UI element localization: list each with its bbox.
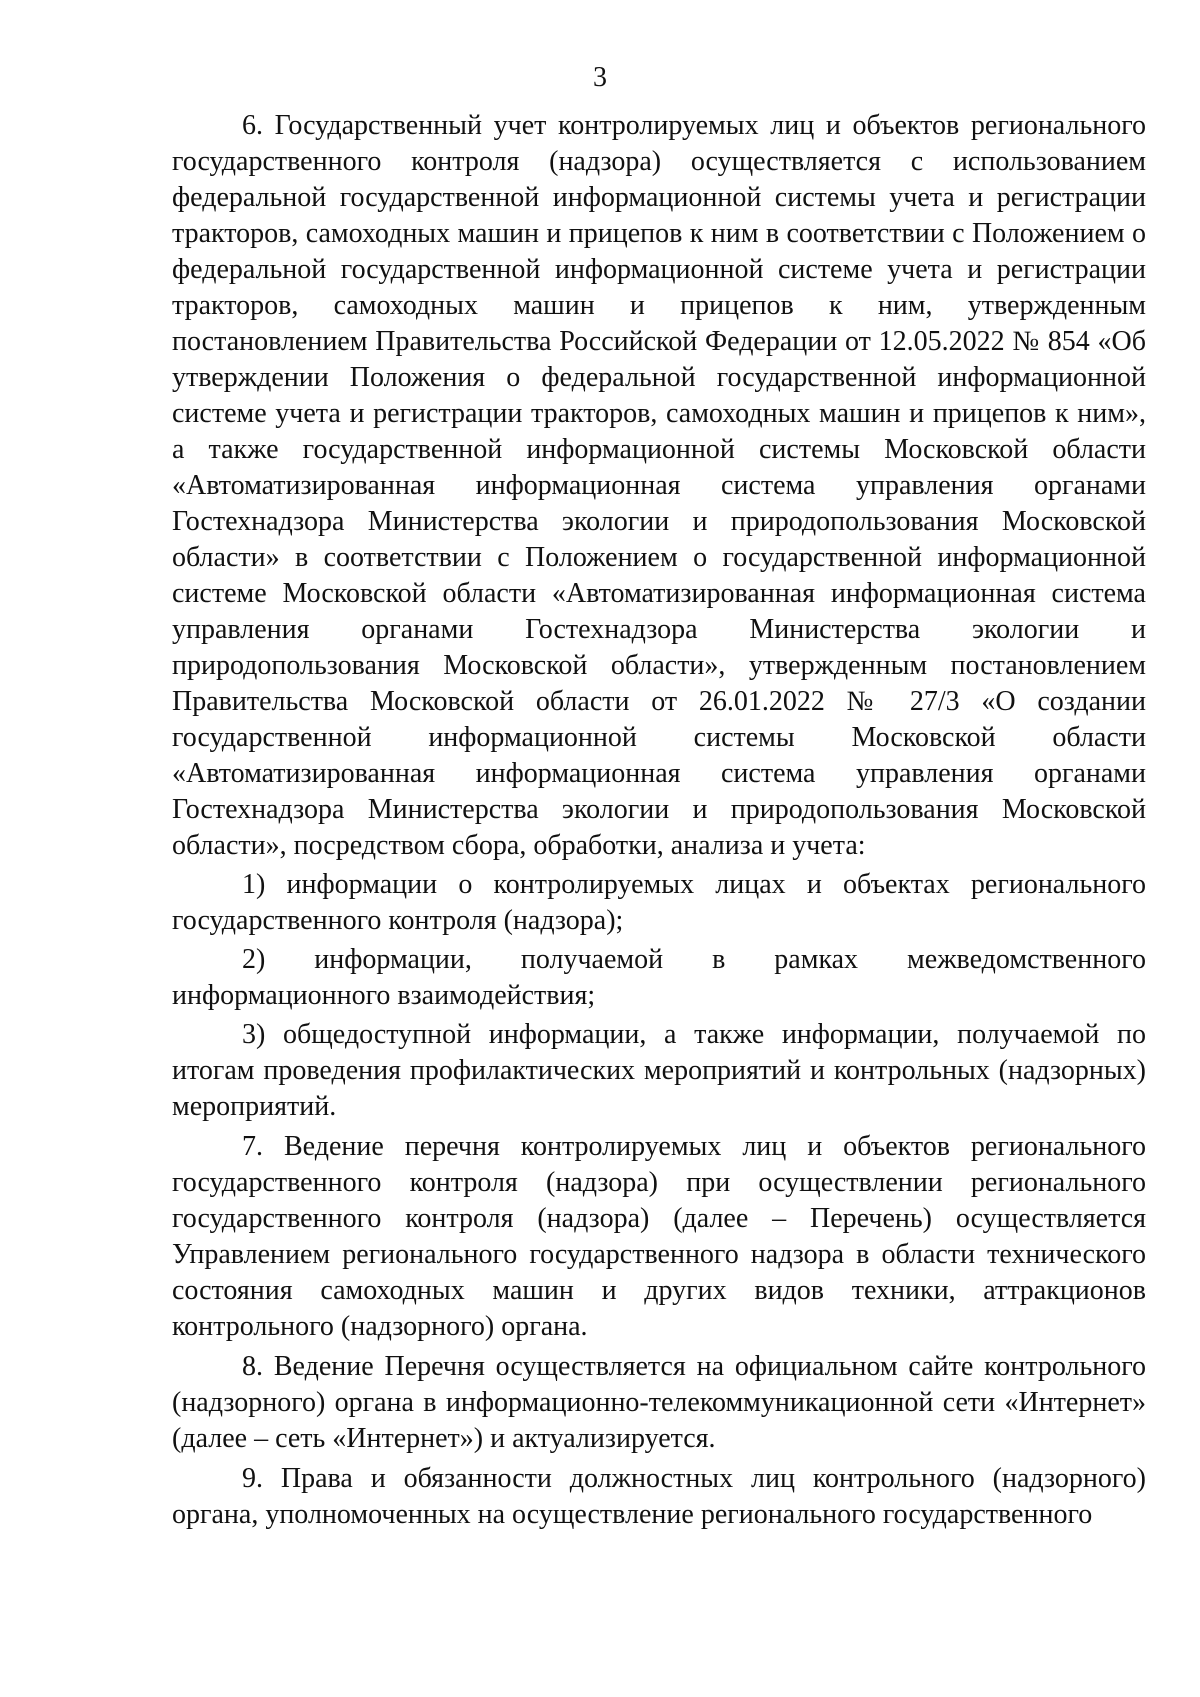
list-item-1-controlled-persons-info: 1) информации о контролируемых лицах и объектах регионального государственного контроля (надзора);	[172, 869, 1146, 936]
list-item-3-public-info: 3) общедоступной информации, а также информации, получаемой по итогам проведения профилактических мероприятий и контрольных (надзорных) мероприятий.	[172, 1019, 1146, 1122]
paragraph-7-list-maintenance: 7. Ведение перечня контролируемых лиц и объектов регионального государственного контроля (надзора) при осуществлении регионального государственного контроля (надзора) (далее – Перечень) осуществляется Управлением регионального государственного надзора в области технического состояния самоходных машин и других видов техники, аттракционов контрольного (надзорного) органа.	[172, 1131, 1146, 1342]
list-item-2-interagency-info: 2) информации, получаемой в рамках межведомственного информационного взаимодействия;	[172, 944, 1146, 1011]
paragraph-6-state-accounting: 6. Государственный учет контролируемых лиц и объектов регионального государственного контроля (надзора) осуществляется с использованием федеральной государственной информационной системы учета и регистрации тракторов, самоходных машин и прицепов к ним в соответствии с Положением о федеральной государственной информационной системе учета и регистрации тракторов, самоходных машин и прицепов к ним, утвержденным постановлением Правительства Российской Федерации от 12.05.2022 № 854 «Об утверждении Положения о федеральной государственной информационной системе учета и регистрации тракторов, самоходных машин и прицепов к ним», а также государственной информационной системы Московской области «Автоматизированная информационная система управления органами Гостехнадзора Министерства экологии и природопользования Московской области» в соответствии с Положением о государственной информационной системе Московской области «Автоматизированная информационная система управления органами Гостехнадзора Министерства экологии и природопользования Московской области», утвержденным постановлением Правительства Московской области от 26.01.2022 № 27/3 «О создании государственной информационной системы Московской области «Автоматизированная информационная система управления органами Гостехнадзора Министерства экологии и природопользования Московской области», посредством сбора, обработки, анализа и учета:	[172, 110, 1146, 861]
document-body	[172, 108, 1146, 1533]
paragraph-8-official-site: 8. Ведение Перечня осуществляется на официальном сайте контрольного (надзорного) органа в информационно-телекоммуникационной сети «Интернет» (далее – сеть «Интернет») и актуализируется.	[172, 1351, 1146, 1454]
paragraph-9-rights-duties: 9. Права и обязанности должностных лиц контрольного (надзорного) органа, уполномоченных на осуществление регионального государственного	[172, 1463, 1146, 1530]
page-number: 3	[593, 62, 607, 93]
